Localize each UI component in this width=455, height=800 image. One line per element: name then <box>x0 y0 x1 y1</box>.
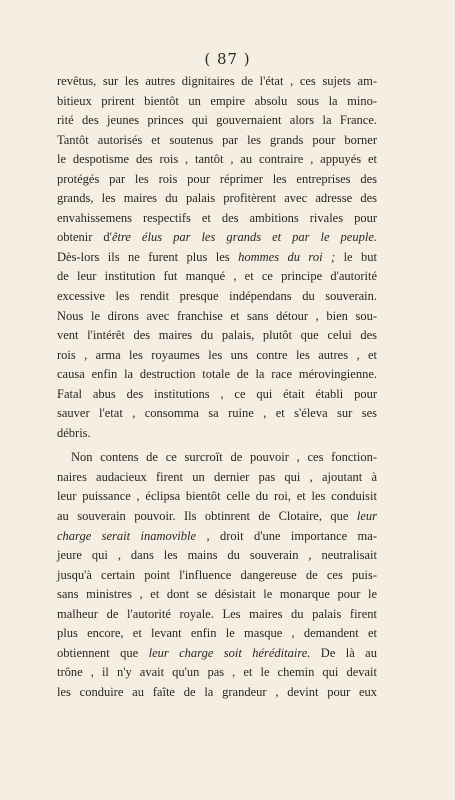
text-span: le but <box>335 249 378 264</box>
text-line <box>57 111 377 131</box>
text-span: leur puissance , éclipsa bientôt celle du roi, et les conduisit <box>57 489 377 504</box>
text-span: causa enfin la destruction totale de la race mérovingienne. <box>57 367 377 382</box>
text-span: obtiennent que <box>57 645 149 660</box>
text-line <box>57 487 377 507</box>
text-span: grands, les maires du palais profitèrent avec adresse des <box>57 191 377 206</box>
text-span: plus encore, et levant enfin le masque , demandent et <box>57 626 377 641</box>
text-span: le despotisme des rois , tantôt , au contraire , appuyés et <box>57 152 377 167</box>
text-span: jusqu'à certain point l'influence dangereuse de ces puis- <box>57 567 377 582</box>
text-line <box>57 605 377 625</box>
text-line <box>57 287 377 307</box>
text-line <box>57 644 377 664</box>
paragraph <box>57 72 377 443</box>
text-span: trône , il n'y avait qu'un pas , et le chemin qui devait <box>57 665 377 680</box>
text-span: débris. <box>57 425 91 440</box>
text-line <box>57 189 377 209</box>
text-line <box>57 72 377 92</box>
text-line <box>57 307 377 327</box>
text-span: de leur institution fut manqué , et ce principe d'autorité <box>57 269 377 284</box>
text-line <box>57 365 377 385</box>
italic-span: charge serait inamovible <box>57 528 197 543</box>
text-span: naires audacieux firent un dernier pas qui , ajoutant à <box>57 469 377 484</box>
text-span: les conduire au faîte de la grandeur , devint pour eux <box>57 684 377 699</box>
text-span: Fatal abus des institutions , ce qui était établi pour <box>57 386 377 401</box>
text-span: protégés par les rois pour réprimer les entreprises des <box>57 171 377 186</box>
text-span: Non contens de ce surcroît de pouvoir , ces fonction- <box>71 450 377 465</box>
text-span: Dès-lors ils ne furent plus les <box>57 249 239 264</box>
text-line <box>57 624 377 644</box>
text-line <box>57 424 377 444</box>
text-span: rois , arma les royaumes les uns contre les autres , et <box>57 347 377 362</box>
italic-span: leur charge soit héréditaire. <box>148 645 311 660</box>
text-span: vent l'intérêt des maires du palais, plutôt que celui des <box>57 328 377 343</box>
text-line <box>57 170 377 190</box>
text-line <box>57 507 377 527</box>
text-line <box>57 663 377 683</box>
text-line <box>57 267 377 287</box>
text-line <box>57 150 377 170</box>
text-span: obtenir d' <box>57 230 112 245</box>
text-span: au souverain pouvoir. Ils obtinrent de Clotaire, que <box>57 509 357 524</box>
italic-span: hommes du roi ; <box>238 249 336 264</box>
text-line <box>57 448 377 468</box>
text-span: excessive les rendit presque indépendans du souverain. <box>57 289 377 304</box>
text-line <box>57 326 377 346</box>
text-line <box>57 527 377 547</box>
text-span: bitieux prirent bientôt un empire absolu sous la mino- <box>57 93 377 108</box>
text-span: , droit d'une importance ma- <box>196 528 377 543</box>
text-line <box>57 404 377 424</box>
text-span: malheur de l'autorité royale. Les maires du palais firent <box>57 606 377 621</box>
text-span: Nous le dirons avec franchise et sans détour , bien sou- <box>57 308 377 323</box>
text-span: Tantôt autorisés et soutenus par les grands pour borner <box>57 132 377 147</box>
text-line <box>57 468 377 488</box>
text-span: revêtus, sur les autres dignitaires de l'état , ces sujets am- <box>57 74 377 88</box>
text-line <box>57 131 377 151</box>
text-line <box>57 209 377 229</box>
text-line <box>57 248 377 268</box>
text-line <box>57 346 377 366</box>
text-span: De là au <box>310 645 377 660</box>
italic-span: leur <box>356 509 377 524</box>
text-line <box>57 92 377 112</box>
page-number: ( 87 ) <box>204 50 251 68</box>
text-line <box>57 683 377 703</box>
text-span: sans ministres , et dont se désistait le monarque pour le <box>57 587 377 602</box>
text-span: envahissemens respectifs et des ambitions rivales pour <box>57 210 377 225</box>
text-line <box>57 546 377 566</box>
italic-span: être élus par les grands et par le peuple. <box>111 230 377 245</box>
body-text <box>57 72 377 703</box>
paragraph <box>57 448 377 702</box>
text-line <box>57 228 377 248</box>
text-span: jeure qui , dans les mains du souverain , neutralisait <box>57 548 377 563</box>
text-line <box>57 585 377 605</box>
text-line <box>57 566 377 586</box>
text-line <box>57 385 377 405</box>
text-span: rité des jeunes princes qui gouvernaient alors la France. <box>57 113 377 128</box>
text-span: sauver l'etat , consomma sa ruine , et s'éleva sur ses <box>57 406 377 421</box>
